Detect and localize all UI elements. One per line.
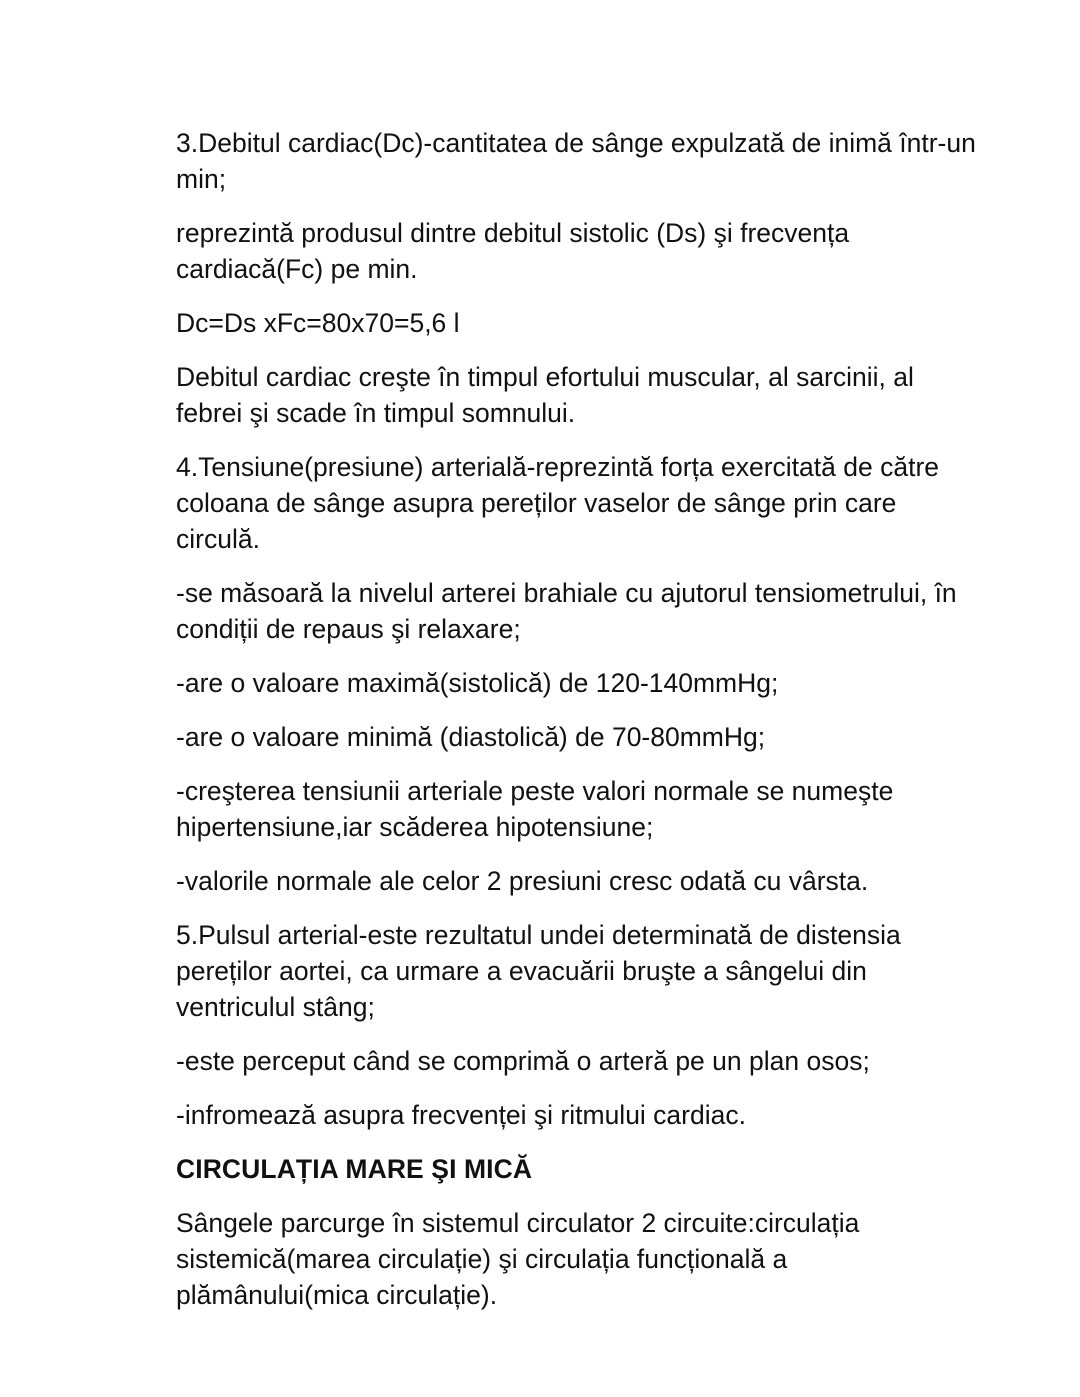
section-heading-circulation: CIRCULAȚIA MARE ŞI MICĂ <box>176 1154 533 1184</box>
paragraph-pulse-definition: 5.Pulsul arterial-este rezultatul undei determinată de distensia pereților aortei, ca urmare a evacuării bruşte a sângelui din ventriculul stâng; <box>176 920 901 1022</box>
paragraph-age-values: -valorile normale ale celor 2 presiuni cresc odată cu vârsta. <box>176 866 869 896</box>
paragraph-systolic-value: -are o valoare maximă(sistolică) de 120-140mmHg; <box>176 668 779 698</box>
paragraph-cardiac-output-formula: Dc=Ds xFc=80x70=5,6 l <box>176 308 460 338</box>
paragraph-circulation-circuits: Sângele parcurge în sistemul circulator 2 circuite:circulația sistemică(marea circulație) şi circulația funcțională a plămânului(mica circulație). <box>176 1208 860 1310</box>
paragraph-cardiac-output-product: reprezintă produsul dintre debitul sistolic (Ds) şi frecvența cardiacă(Fc) pe min. <box>176 218 850 284</box>
paragraph-pulse-information: -infromează asupra frecvenței şi ritmului cardiac. <box>176 1100 746 1130</box>
paragraph-cardiac-output-variation: Debitul cardiac creşte în timpul efortului muscular, al sarcinii, al febrei şi scade în timpul somnului. <box>176 362 914 428</box>
paragraph-blood-pressure-measurement: -se măsoară la nivelul arterei brahiale cu ajutorul tensiometrului, în condiții de repaus şi relaxare; <box>176 578 957 644</box>
paragraph-cardiac-output-definition: 3.Debitul cardiac(Dc)-cantitatea de sânge expulzată de inimă într-un min; <box>176 128 976 194</box>
document-body <box>176 125 976 1331</box>
paragraph-pulse-perception: -este perceput când se comprimă o arteră pe un plan osos; <box>176 1046 870 1076</box>
paragraph-hypertension: -creşterea tensiunii arteriale peste valori normale se numeşte hipertensiune,iar scăderea hipotensiune; <box>176 776 894 842</box>
paragraph-blood-pressure-definition: 4.Tensiune(presiune) arterială-reprezintă forța exercitată de către coloana de sânge asupra pereților vaselor de sânge prin care circulă. <box>176 452 940 554</box>
paragraph-diastolic-value: -are o valoare minimă (diastolică) de 70-80mmHg; <box>176 722 766 752</box>
